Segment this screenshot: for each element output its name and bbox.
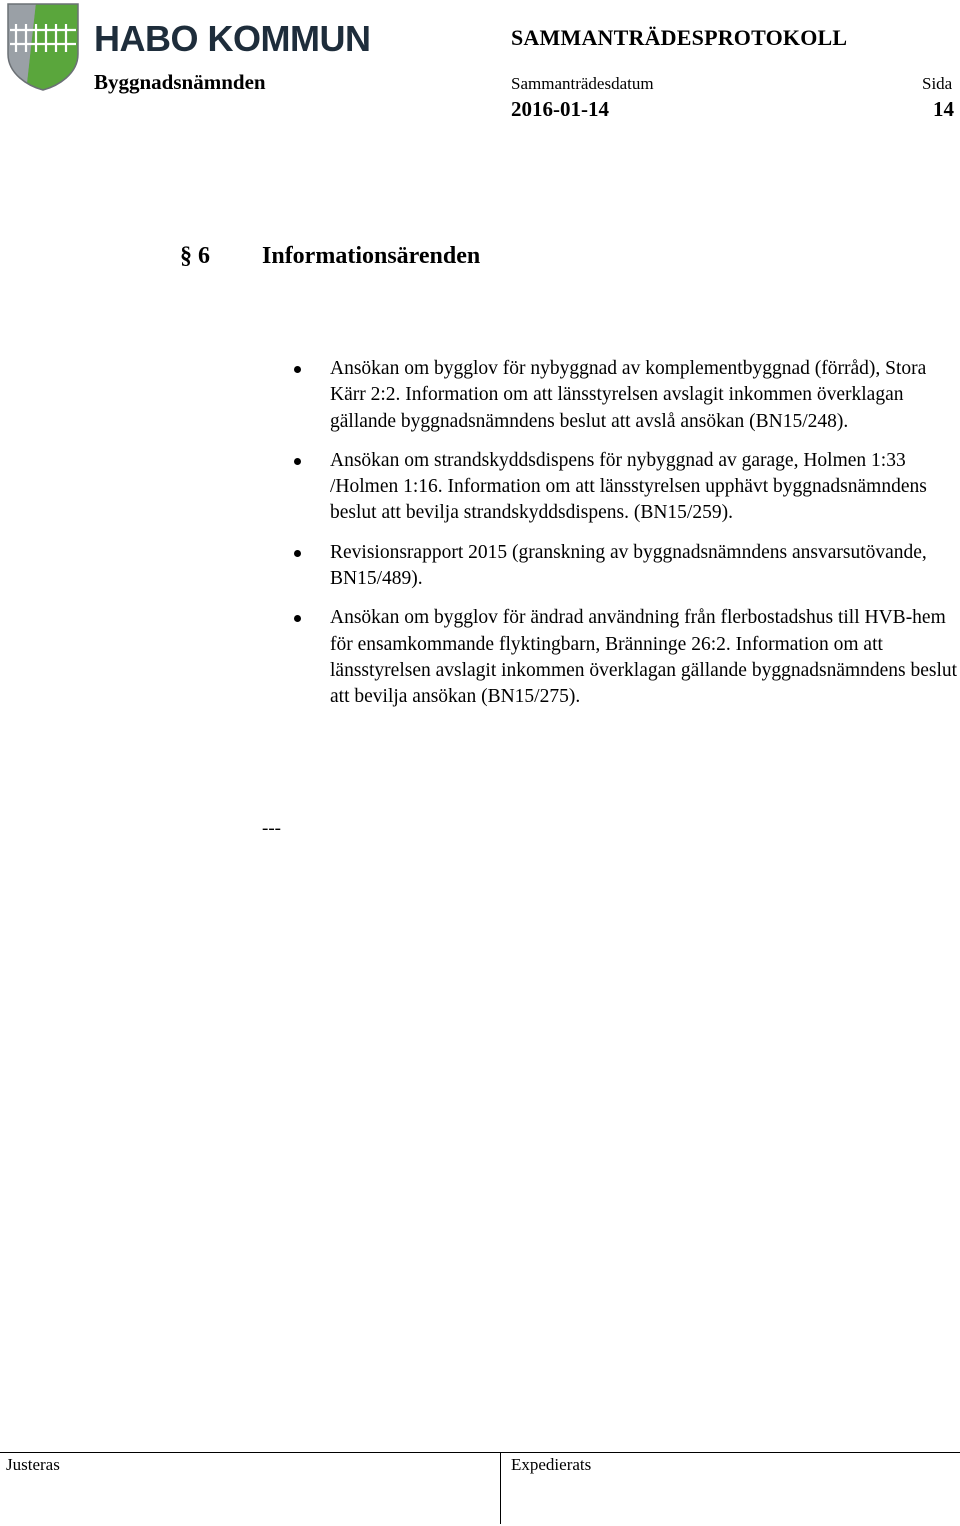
list-item-text: Ansökan om strandskyddsdispens för nybyggnad av garage, Holmen 1:33 /Holmen 1:16. Information om att länsstyrelsen upphävt byggnadsnämndens beslut att bevilja strandskyddsdispens. (BN15/259).	[330, 449, 927, 524]
section-number: § 6	[180, 243, 210, 269]
bullet-icon	[294, 366, 301, 373]
list-item	[290, 540, 958, 593]
footer-rule	[0, 1452, 960, 1453]
list-item-text: Ansökan om bygglov för nybyggnad av komplementbyggnad (förråd), Stora Kärr 2:2. Information om att länsstyrelsen avslagit inkommen överklagan gällande byggnadsnämndens beslut att avslå ansökan (BN15/248).	[330, 358, 927, 432]
bullet-icon	[294, 550, 301, 557]
bullet-icon	[294, 615, 301, 622]
meeting-date-value: 2016-01-14	[511, 97, 609, 121]
list-item	[290, 448, 958, 527]
meeting-date-label: Sammanträdesdatum	[511, 74, 654, 93]
list-item	[290, 605, 958, 710]
committee-name: Byggnadsnämnden	[94, 70, 266, 94]
page-number: 14	[933, 97, 954, 121]
section-separator: ---	[262, 818, 281, 839]
list-item-text: Ansökan om bygglov för ändrad användning från flerbostadshus till HVB-hem för ensamkommande flyktingbarn, Bränninge 26:2. Information om att länsstyrelsen avslagit inkommen överklagan gällande byggnadsnämndens beslut att bevilja ansökan (BN15/275).	[330, 607, 958, 708]
logo-wordmark: HABO KOMMUN	[94, 18, 371, 59]
bullet-icon	[294, 458, 301, 465]
document-type: SAMMANTRÄDESPROTOKOLL	[511, 25, 848, 50]
information-items-list	[290, 356, 958, 724]
footer-divider	[500, 1452, 501, 1524]
footer-expedierats-label: Expedierats	[511, 1455, 592, 1474]
page-label: Sida	[922, 74, 953, 93]
coat-of-arms-icon	[6, 2, 80, 92]
list-item-text: Revisionsrapport 2015 (granskning av byggnadsnämndens ansvarsutövande, BN15/489).	[330, 541, 927, 590]
section-title: Informationsärenden	[262, 243, 481, 269]
list-item	[290, 356, 958, 435]
footer-justeras-label: Justeras	[6, 1455, 60, 1474]
